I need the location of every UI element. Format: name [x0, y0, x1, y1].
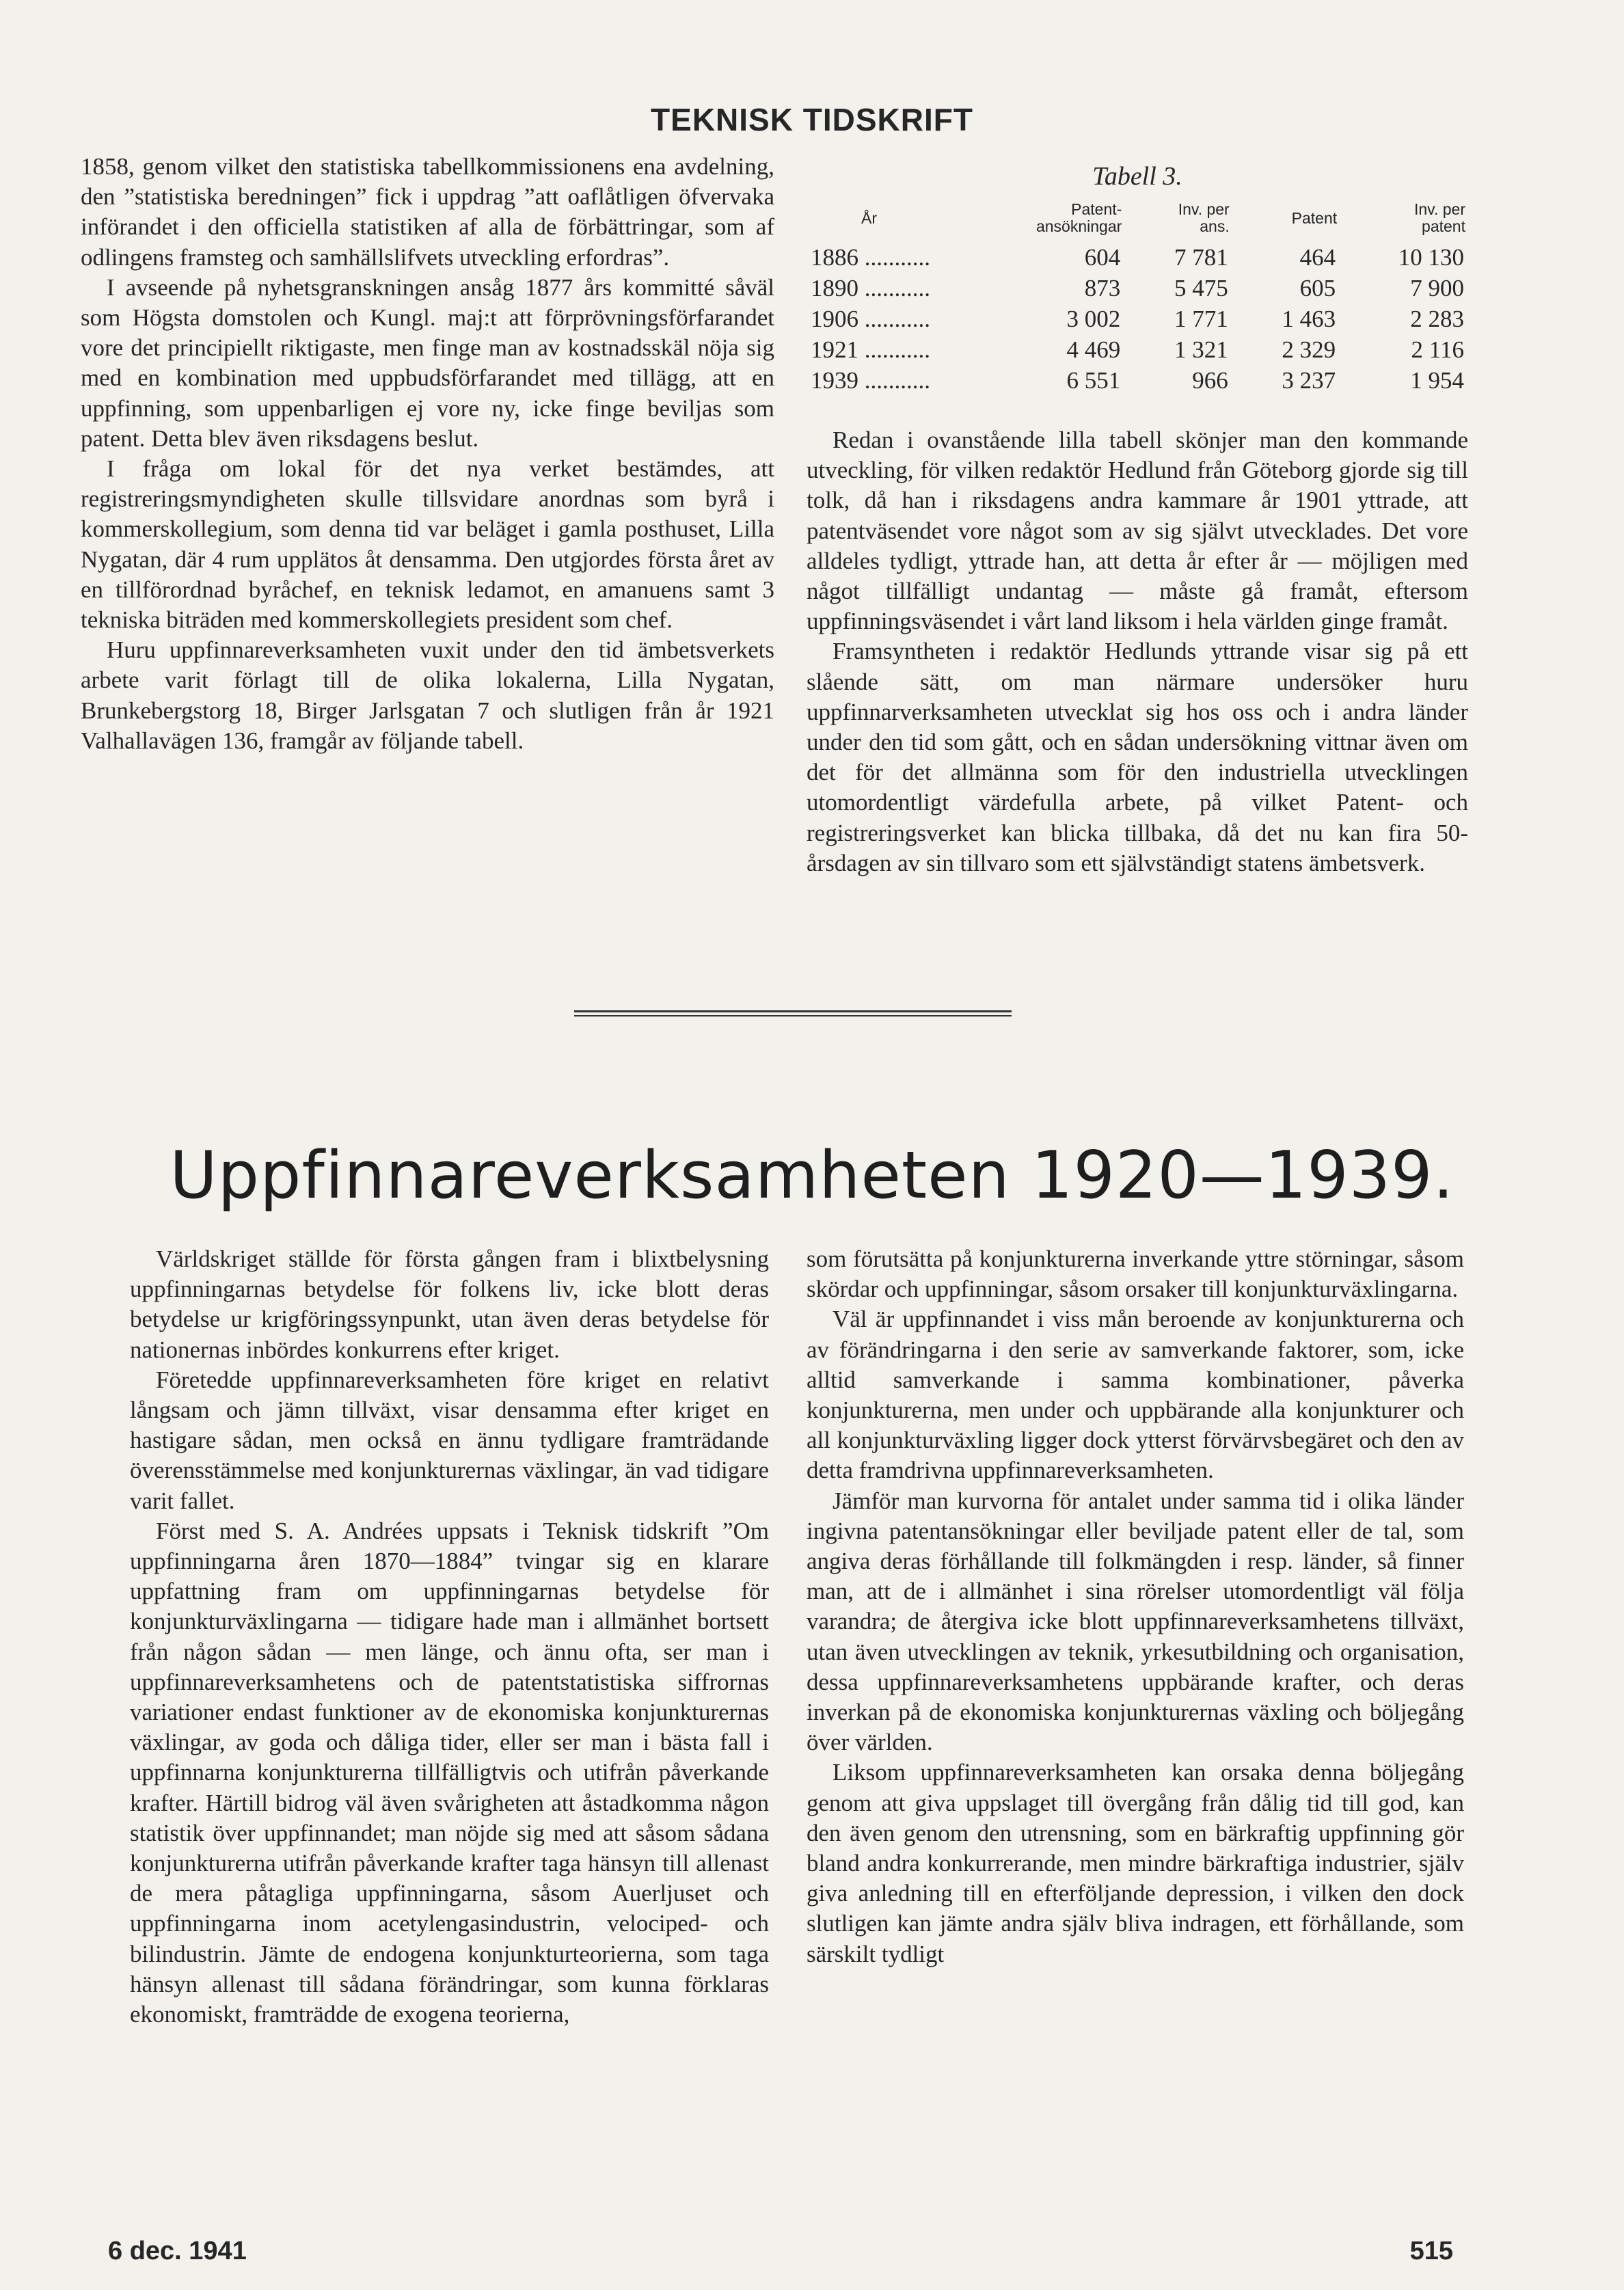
header-text: Inv. per ans. — [1178, 200, 1230, 235]
table-cell: 3 002 — [1066, 305, 1121, 332]
column-header-inv-per-app — [1124, 197, 1232, 242]
paragraph: Väl är uppfinnandet i viss mån beroende av konjunkturerna och av förändringarna i den serie av samverkande faktorer, som, icke alltid samverkande i samma kombinationer, påverka konjunkturerna, men under och uppbärande alla konjunkturer och all konjunkturväxling ligger dock ytterst förvärvsbegäret och den av detta framdrivna uppfinnareverksamheten. — [807, 1306, 1464, 1484]
dot-leader: ........... — [858, 243, 930, 271]
year-value: 1921 — [811, 336, 858, 363]
section-divider — [574, 1010, 1012, 1016]
table-cell: 873 — [1084, 274, 1121, 301]
table-cell: 1 954 — [1410, 366, 1464, 394]
table-caption: Tabell 3. — [1092, 162, 1182, 191]
table-row — [807, 273, 1468, 304]
top-right-column — [807, 425, 1468, 878]
table-cell: 604 — [1084, 243, 1121, 271]
table-row — [807, 304, 1468, 334]
table-cell: 5 475 — [1174, 274, 1228, 301]
table-cell: 1 463 — [1282, 305, 1336, 332]
paragraph: Huru uppfinnareverksamheten vuxit under den tid ämbetsverkets arbete varit förlagt till de olika lokalerna, Lilla Nygatan, Brunkebergstorg 18, Birger Jarlsgatan 7 och slutligen från år 1921 Valhallavägen 136, framgår av följande tabell. — [81, 636, 774, 754]
table-cell-year — [807, 242, 966, 273]
table-header-row — [807, 197, 1468, 242]
table-row — [807, 334, 1468, 365]
column-header-year: År — [861, 208, 877, 227]
table-cell-year — [807, 273, 966, 304]
column-header-patents: Patent — [1291, 208, 1338, 227]
table-cell: 4 469 — [1066, 336, 1121, 363]
year-value: 1939 — [811, 366, 858, 394]
table-cell-year — [807, 365, 966, 396]
table-cell-year — [807, 304, 966, 334]
year-value: 1886 — [811, 243, 858, 271]
dot-leader: ........... — [858, 336, 930, 363]
paragraph: I fråga om lokal för det nya verket bestämdes, att registreringsmyndigheten skulle tillsvidare anordnas som byrå i kommerskollegium, som denna tid var beläget i gamla posthuset, Lilla Nygatan, där 4 rum upplätos åt densamma. Den utgjordes första året av en tillförordnad byråchef, en teknisk ledamot, en amanuens samt 3 tekniska biträden med kommerskollegiets president som chef. — [81, 455, 774, 634]
article-title: Uppfinnareverksamheten 1920—1939. — [170, 1138, 1454, 1213]
table-cell: 2 116 — [1411, 336, 1464, 363]
article-left-column — [130, 1244, 769, 2030]
column-header-applications — [966, 197, 1124, 242]
paragraph: Framsyntheten i redaktör Hedlunds yttrande visar sig på ett slående sätt, om man närmare undersöker huru uppfinnarverksamheten utvecklat sig hos oss och i andra länder under den tid som gått, och en sådan undersökning vittnar även om det för det allmänna som för den industriella utvecklingen utomordentligt värdefulla arbete, på vilket Patent- och registreringsverket kan blicka tillbaka, då det nu kan fira 50-årsdagen av sin tillvaro som ett självständigt statens ämbetsverk. — [807, 638, 1468, 876]
dot-leader: ........... — [858, 366, 930, 394]
table-body — [807, 242, 1468, 396]
table-cell: 10 130 — [1398, 243, 1464, 271]
dot-leader: ........... — [858, 305, 930, 332]
page-number: 515 — [1409, 2237, 1453, 2265]
table-cell: 1 771 — [1174, 305, 1228, 332]
header-text: Patent- ansökningar — [1036, 200, 1122, 235]
table-row — [807, 365, 1468, 396]
table-cell: 464 — [1299, 243, 1336, 271]
dot-leader: ........... — [858, 274, 930, 301]
year-value: 1906 — [811, 305, 858, 332]
article-right-column — [807, 1244, 1464, 1969]
paragraph: Liksom uppfinnareverksamheten kan orsaka denna böljegång genom att giva uppslaget till övergång från dålig tid till god, kan den även genom den utrensning, som en bärkraftig uppfinning gör bland andra konkurrerande, men mindre bärkraftiga industrier, själv giva anledning till en efterföljande depression, i vilken den dock slutligen kan jämte andra själv bliva indragen, ett förhållande, som särskilt tydligt — [807, 1759, 1464, 1967]
table-cell: 6 551 — [1066, 366, 1121, 394]
journal-header: TEKNISK TIDSKRIFT — [651, 102, 973, 137]
paragraph: Jämför man kurvorna för antalet under samma tid i olika länder ingivna patentansökningar eller beviljade patent eller de tal, som angiva deras förhållande till folkmängden i resp. länder, så finner man, att de i allmänhet i sina rörelser utomordentligt väl följa varandra; de återgiva icke blott uppfinnareverksamhetens tillväxt, utan även utvecklingen av teknik, yrkesutbildning och organisation, dessa uppfinnareverksamhetens uppbärande krafter, och deras inverkan på de ekonomiska konjunkturernas växling och böljegång över världen. — [807, 1487, 1464, 1756]
statistics-table — [807, 197, 1468, 396]
paragraph: Världskriget ställde för första gången fram i blixtbelysning uppfinningarnas betydelse för folkens liv, icke blott deras betydelse ur krigföringssynpunkt, utan även deras betydelse för nationernas inbördes konkurrens efter kriget. — [130, 1245, 769, 1363]
paragraph: som förutsätta på konjunkturerna inverkande yttre störningar, såsom skördar och uppfinningar, såsom orsaker till konjunkturväxlingarna. — [807, 1245, 1464, 1303]
table-cell-year — [807, 334, 966, 365]
top-left-column — [81, 152, 774, 756]
column-header-inv-per-patent — [1340, 197, 1468, 242]
paragraph: I avseende på nyhetsgranskningen ansåg 1877 års kommitté såväl som Högsta domstolen och Kungl. maj:t att förprövningsförfarandet vore det principiellt riktigaste, men finge man av kostnadsskäl nöja sig med en kombination med uppbudsförfarandet med tillägg, att en uppfinning, som uppenbarligen ej vore ny, icke finge beviljas som patent. Detta blev även riksdagens beslut. — [81, 273, 774, 452]
table-cell: 1 321 — [1174, 336, 1228, 363]
paragraph: Först med S. A. Andrées uppsats i Teknisk tidskrift ”Om uppfinningarna åren 1870—1884” tvingar sig en klarare uppfattning fram om uppfinningarnas betydelse för konjunkturväxlingarna — tidigare hade man i allmänhet bortsett från någon sådan — men länge, och ännu ofta, ser man i uppfinnareverksamhetens och de patentstatistiska siffrornas variationer endast funktioner av de ekonomiska konjunkturernas växlingar, av goda och dåliga tider, eller ser man i bästa fall i uppfinnarna konjunkturerna tillfälligtvis och utifrån påverkande krafter. Härtill bidrog väl även svårigheten att åstadkomma någon statistik över uppfinnandet; man nöjde sig med att såsom sådana konjunkturerna utifrån påverkande krafter taga hänsyn till allenast de mera påtagliga uppfinningarna, såsom Auerljuset och uppfinningarna inom acetylengasindustrin, velociped- och bilindustrin. Jämte de endogena konjunkturteorierna, som taga hänsyn allenast till sådana förändringar, som kunna förklaras ekonomiskt, framträdde de exogena teorierna, — [130, 1517, 769, 2028]
table-cell: 2 329 — [1282, 336, 1336, 363]
table-row — [807, 242, 1468, 273]
issue-date: 6 dec. 1941 — [108, 2237, 247, 2265]
header-text: Inv. per patent — [1414, 200, 1465, 235]
table-cell: 966 — [1192, 366, 1228, 394]
paragraph: Företedde uppfinnareverksamheten före kriget en relativt långsam och jämn tillväxt, visar densamma efter kriget en hastigare sådan, men också en ännu tydligare framträdande överensstämmelse med konjunkturernas växlingar, än vad tidigare varit fallet. — [130, 1366, 769, 1514]
year-value: 1890 — [811, 274, 858, 301]
table-cell: 3 237 — [1282, 366, 1336, 394]
table-cell: 2 283 — [1410, 305, 1464, 332]
table-cell: 7 900 — [1410, 274, 1464, 301]
table-cell: 605 — [1299, 274, 1336, 301]
table-cell: 7 781 — [1174, 243, 1228, 271]
paragraph: 1858, genom vilket den statistiska tabellkommissionens ena avdelning, den ”statistiska beredningen” fick i uppdrag ”att oaflåtligen öfvervaka införandet i den officiella statistiken af alla de förbättringar, som af odlingens framsteg och samhällslifvets utveckling erfordras”. — [81, 153, 774, 271]
paragraph: Redan i ovanstående lilla tabell skönjer man den kommande utveckling, för vilken redaktör Hedlund från Göteborg gjorde sig till tolk, då han i riksdagens andra kammare år 1901 yttrade, att patentväsendet vore något som av sig självt utvecklades. Det vore alldeles tydligt, yttrade han, att detta år efter år — möjligen med något tillfälligt undantag — måste gå framåt, eftersom uppfinningsväsendet i vårt land liksom i hela världen ginge framåt. — [807, 427, 1468, 635]
